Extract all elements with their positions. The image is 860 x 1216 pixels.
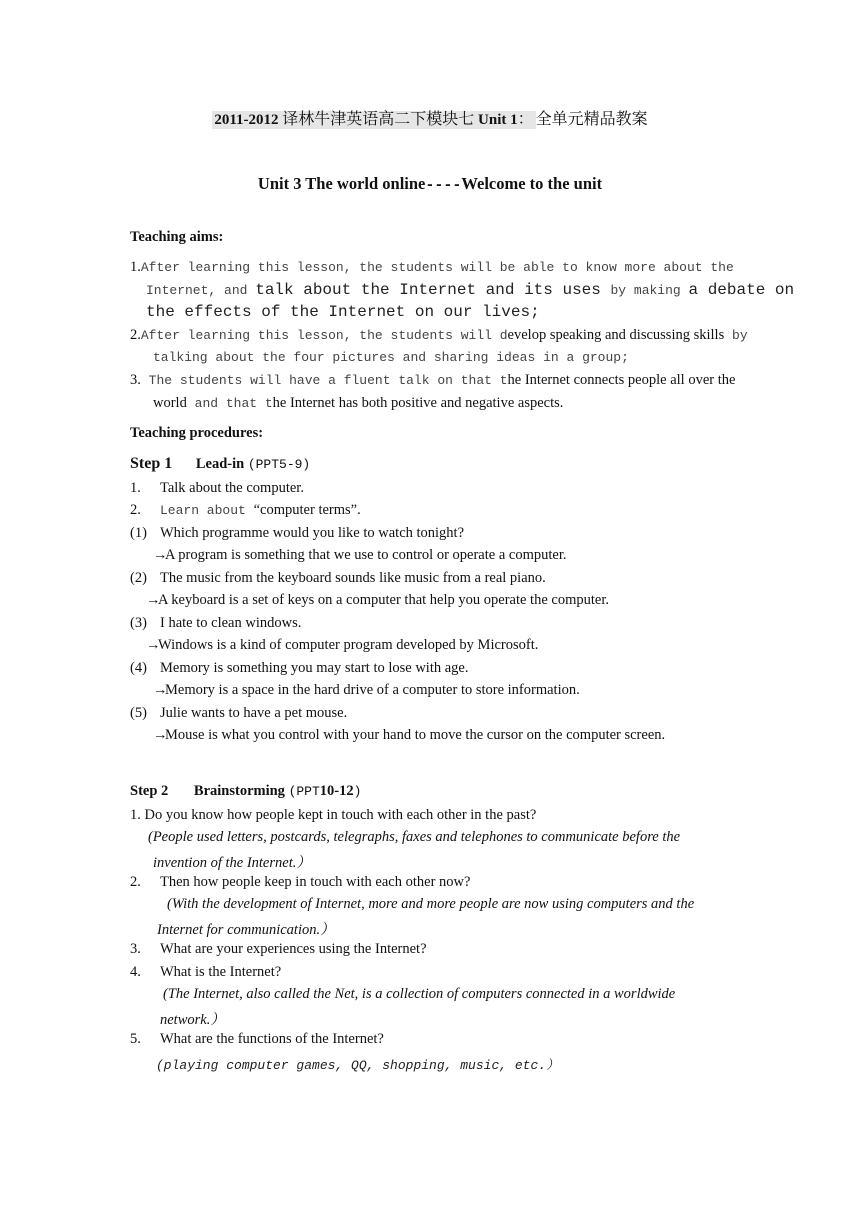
step2-a2-line2: Internet for communication.） — [157, 922, 335, 938]
step2-q5 — [130, 1031, 384, 1048]
step2-a2-line1: (With the development of Internet, more and more people are now using computers and the — [167, 896, 695, 912]
arrow-icon: → — [153, 682, 168, 698]
term-2-q: The music from the keyboard sounds like music from a real piano. — [160, 570, 546, 586]
step2-title: Brainstorming — [193, 783, 285, 799]
step2-q2-num: 2. — [130, 874, 141, 890]
step2-q3-text: What are your experiences using the Internet? — [160, 941, 427, 957]
step2-q3 — [130, 941, 427, 958]
step2-q3-num: 3. — [130, 941, 141, 957]
step1-ppt: (PPT5-9) — [247, 457, 311, 472]
step1-item-2-mono: Learn about — [160, 503, 254, 518]
title-cn-part2: 全单元精品教案 — [535, 111, 648, 128]
term-1-q: Which programme would you like to watch tonight? — [160, 525, 465, 541]
term-1-num: (1) — [130, 525, 147, 541]
arrow-icon: → — [146, 637, 161, 653]
term-3-question — [130, 615, 302, 632]
step2-ppt-b: 10-12 — [319, 783, 354, 799]
step2-ppt-open: ( — [288, 784, 297, 799]
aim-3-line1b: he Internet connects people all over the — [507, 372, 736, 388]
teaching-aims-heading: Teaching aims: — [130, 229, 224, 245]
term-2-answer — [146, 592, 609, 609]
aim-2-line2: talking about the four pictures and sharing ideas in a group; — [153, 350, 629, 365]
aim-1-line1: After learning this lesson, the students will be able to know more about the — [140, 260, 734, 275]
title-colon: ： — [517, 111, 534, 128]
aim-2-line1b: evelop speaking and discussing skills — [507, 327, 725, 343]
aim-3-line2c: he Internet has both positive and negative aspects. — [272, 395, 564, 411]
title-year: 2011-2012 — [214, 112, 279, 128]
step2-heading — [130, 783, 361, 800]
term-4-answer — [153, 682, 580, 699]
title-highlight — [212, 111, 535, 129]
aim-item-2 — [130, 327, 748, 344]
term-5-answer — [153, 727, 665, 744]
aim-2-line1a: After learning this lesson, the students will d — [140, 328, 508, 343]
term-5-a: Mouse is what you control with your hand to move the cursor on the computer screen. — [165, 727, 666, 743]
arrow-icon: → — [153, 727, 168, 743]
term-3-a: Windows is a kind of computer program developed by Microsoft. — [158, 637, 539, 653]
step1-item-2-num: 2. — [130, 502, 141, 518]
subtitle-unit: Unit 3 The world online — [257, 174, 426, 193]
term-1-answer — [153, 547, 566, 564]
step1-item-1-num: 1. — [130, 480, 141, 496]
aim-3-line2b: and that t — [186, 396, 273, 411]
term-5-question — [130, 705, 348, 722]
arrow-icon: → — [153, 547, 168, 563]
term-5-num: (5) — [130, 705, 147, 721]
step1-item-2 — [130, 502, 361, 519]
step2-a1-line1: (People used letters, postcards, telegraphs, faxes and telephones to communicate before the — [148, 829, 681, 845]
term-4-a: Memory is a space in the hard drive of a computer to store information. — [165, 682, 580, 698]
aim-1-line2c: by making — [610, 283, 689, 298]
aim-item-3 — [130, 372, 735, 389]
teaching-procedures-heading: Teaching procedures: — [130, 425, 264, 441]
aim-1-number: 1. — [130, 259, 141, 275]
title-unit: Unit 1 — [478, 112, 518, 128]
term-3-num: (3) — [130, 615, 147, 631]
step2-q5-text: What are the functions of the Internet? — [160, 1031, 384, 1047]
subtitle-rest: Welcome to the unit — [461, 174, 603, 193]
step2-a4-line1: (The Internet, also called the Net, is a collection of computers connected in a worldwide — [163, 986, 676, 1002]
term-4-question — [130, 660, 469, 677]
step2-label: Step 2 — [130, 783, 169, 799]
subtitle-dashes: ---- — [425, 177, 462, 194]
step2-a1-line2: invention of the Internet.） — [153, 855, 311, 871]
term-5-q: Julie wants to have a pet mouse. — [160, 705, 348, 721]
step2-q2-text: Then how people keep in touch with each other now? — [160, 874, 471, 890]
aim-1-line3: the effects of the Internet on our lives; — [146, 303, 540, 321]
term-4-num: (4) — [130, 660, 147, 676]
aim-2-line1c: by — [724, 328, 748, 343]
step2-q1: 1. Do you know how people kept in touch with each other in the past? — [130, 807, 537, 823]
step2-q5-num: 5. — [130, 1031, 141, 1047]
term-4-q: Memory is something you may start to lose with age. — [160, 660, 469, 676]
step2-q2 — [130, 874, 471, 891]
term-2-question — [130, 570, 546, 587]
step1-title: Lead-in — [195, 456, 245, 472]
aim-1-line2a: Internet, and — [146, 283, 256, 298]
unit-subtitle — [0, 174, 860, 194]
term-2-num: (2) — [130, 570, 147, 586]
step2-q4-text: What is the Internet? — [160, 964, 282, 980]
aim-3-line2 — [153, 395, 563, 412]
step2-a5: (playing computer games, QQ, shopping, music, etc.） — [156, 1058, 560, 1073]
aim-1-line2 — [146, 281, 794, 299]
term-3-q: I hate to clean windows. — [160, 615, 302, 631]
aim-2-number: 2. — [130, 327, 141, 343]
step2-a4-line2: network.） — [160, 1012, 225, 1028]
step2-ppt-a: PPT — [296, 784, 320, 799]
aim-1-line2b: talk about the Internet and its uses — [255, 281, 611, 299]
term-1-a: A program is something that we use to control or operate a computer. — [165, 547, 567, 563]
aim-3-line2a: world — [153, 395, 187, 411]
step1-item-1 — [130, 480, 304, 497]
step1-heading — [130, 455, 310, 473]
step2-q4 — [130, 964, 282, 981]
term-1-question — [130, 525, 465, 542]
title-cn-part1: 译林牛津英语高二下模块七 — [282, 111, 475, 128]
aim-1-line2d: a debate on — [688, 281, 795, 299]
term-2-a: A keyboard is a set of keys on a computer that help you operate the computer. — [158, 592, 609, 608]
step1-item-1-text: Talk about the computer. — [160, 480, 304, 496]
aim-3-number: 3. — [130, 372, 141, 388]
step2-ppt-close: ) — [353, 784, 362, 799]
document-title — [0, 106, 860, 129]
step1-item-2-text: “computer terms”. — [253, 502, 361, 518]
step1-label: Step 1 — [130, 455, 173, 472]
term-3-answer — [146, 637, 538, 654]
aim-3-line1a: The students will have a fluent talk on that t — [140, 373, 508, 388]
aim-item-1 — [130, 259, 734, 276]
step2-q4-num: 4. — [130, 964, 141, 980]
arrow-icon: → — [146, 592, 161, 608]
